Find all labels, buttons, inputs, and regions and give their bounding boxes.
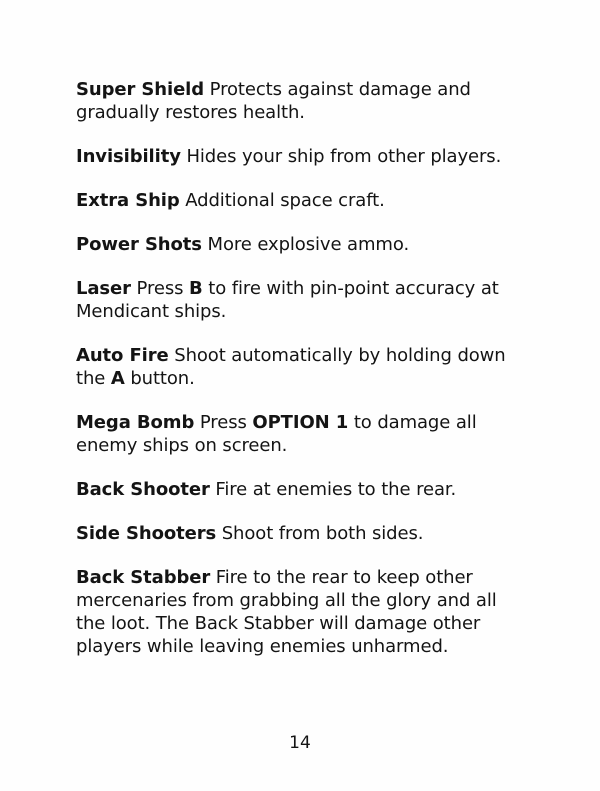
entry-term: Super Shield xyxy=(76,79,205,100)
page-number: 14 xyxy=(289,733,311,753)
entry-super-shield xyxy=(76,78,526,124)
entry-auto-fire xyxy=(76,344,526,390)
entry-mega-bomb xyxy=(76,411,526,457)
entry-term: Laser xyxy=(76,278,131,299)
entry-description: Shoot from both sides. xyxy=(216,523,424,544)
entry-laser xyxy=(76,277,526,323)
entry-term: Back Stabber xyxy=(76,567,211,588)
entry-term: Back Shooter xyxy=(76,479,210,500)
entry-description-start: Press xyxy=(130,278,190,299)
entry-description: Hides your ship from other players. xyxy=(180,146,502,167)
entry-term: Mega Bomb xyxy=(76,412,195,433)
button-key-label: B xyxy=(189,278,203,299)
entry-back-stabber xyxy=(76,566,526,658)
entry-description: Protects against damage and gradually restores health. xyxy=(76,79,471,123)
entry-description-end: to damage all enemy ships on screen. xyxy=(76,412,477,456)
entry-description: Fire at enemies to the rear. xyxy=(209,479,457,500)
powerup-list xyxy=(76,78,526,658)
entry-term: Invisibility xyxy=(76,146,181,167)
entry-description-end: button. xyxy=(124,368,195,389)
entry-back-shooter xyxy=(76,478,526,501)
entry-term: Power Shots xyxy=(76,234,202,255)
entry-description: More explosive ammo. xyxy=(201,234,410,255)
button-key-label: A xyxy=(110,368,125,389)
entry-invisibility xyxy=(76,145,526,168)
button-key-label: OPTION 1 xyxy=(252,412,349,433)
entry-description-end: to fire with pin-point accuracy at Mendicant ships. xyxy=(76,278,499,322)
entry-description-start: Shoot automatically by holding down the xyxy=(76,345,506,389)
entry-term: Auto Fire xyxy=(76,345,169,366)
entry-term: Side Shooters xyxy=(76,523,217,544)
entry-side-shooters xyxy=(76,522,526,545)
entry-power-shots xyxy=(76,233,526,256)
entry-description: Fire to the rear to keep other mercenaries from grabbing all the glory and all the loot. The Back Stabber will damage other players while leaving enemies unharmed. xyxy=(76,567,497,657)
entry-description-start: Press xyxy=(194,412,253,433)
entry-description: Additional space craft. xyxy=(179,190,385,211)
entry-extra-ship xyxy=(76,189,526,212)
entry-term: Extra Ship xyxy=(76,190,180,211)
